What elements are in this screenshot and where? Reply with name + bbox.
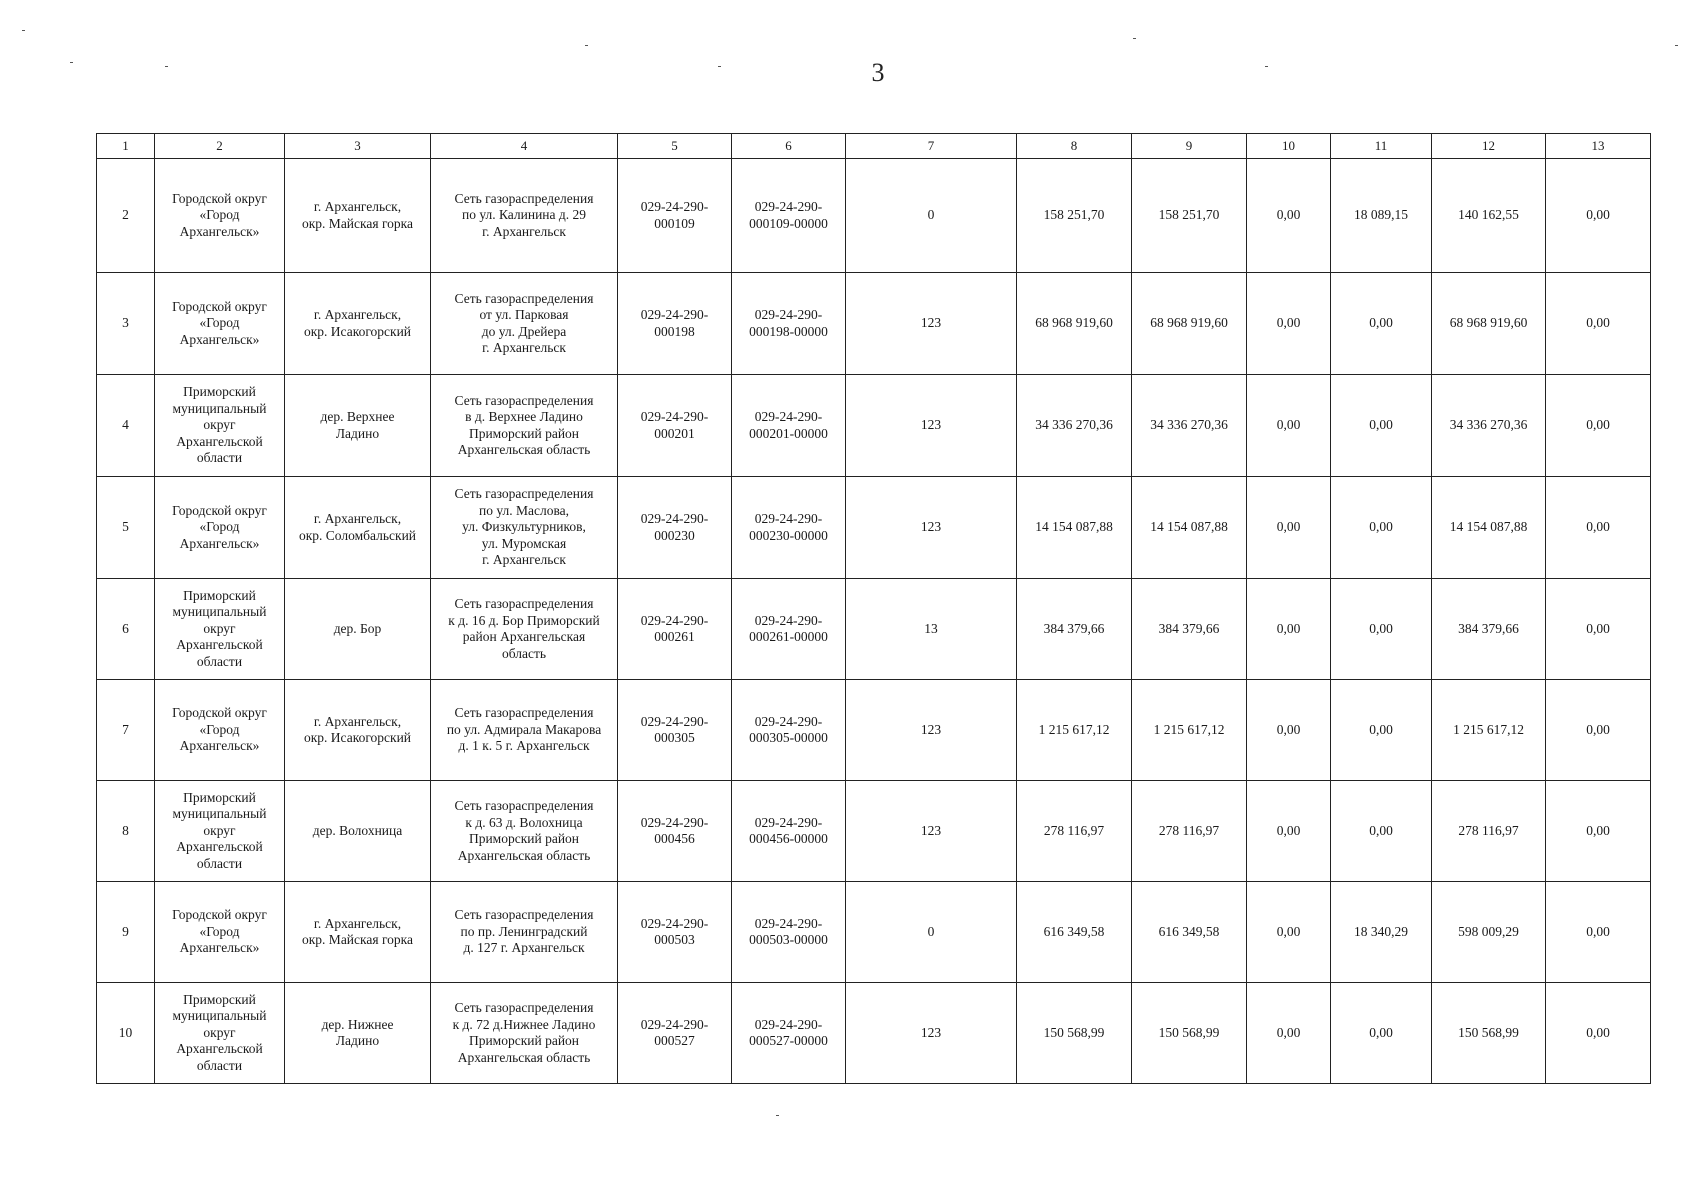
object-name-cell — [431, 781, 618, 882]
cell-line: 000456 — [654, 831, 695, 846]
column-number-header: 11 — [1331, 134, 1432, 159]
table-row — [97, 579, 1651, 680]
cell-line: области — [196, 450, 243, 466]
table-row — [97, 680, 1651, 781]
cell-line: Архангельская область — [457, 1049, 591, 1065]
amount-cell: 0,00 — [1247, 273, 1331, 375]
cell-line: Приморский район — [468, 425, 580, 441]
column-number-header: 8 — [1017, 134, 1132, 159]
amount-cell: 34 336 270,36 — [1132, 375, 1247, 477]
cell-line: к д. 72 д.Нижнее Ладино — [452, 1016, 596, 1032]
amount-cell: 278 116,97 — [1132, 781, 1247, 882]
amount-cell: 0,00 — [1247, 477, 1331, 579]
column-number-header: 5 — [618, 134, 732, 159]
object-name-cell — [431, 273, 618, 375]
cell-line: области — [196, 1057, 243, 1073]
cell-line: муниципальный — [172, 806, 267, 822]
amount-cell: 0,00 — [1546, 159, 1651, 273]
object-code-cell — [732, 680, 846, 781]
cell-line: 000201-00000 — [749, 425, 828, 441]
amount-cell: 150 568,99 — [1132, 983, 1247, 1084]
object-name-cell — [431, 159, 618, 273]
locality-cell — [285, 882, 431, 983]
column-number-row — [97, 134, 1651, 159]
registry-table-wrap — [96, 133, 1650, 1084]
code-cell: 123 — [846, 477, 1017, 579]
object-name-cell — [431, 477, 618, 579]
registry-number-cell — [618, 983, 732, 1084]
cell-line: 029-24-290- — [754, 307, 823, 322]
registry-number-cell — [618, 579, 732, 680]
amount-cell: 0,00 — [1331, 680, 1432, 781]
cell-line: 029-24-290- — [754, 199, 823, 214]
locality-cell — [285, 159, 431, 273]
amount-cell: 14 154 087,88 — [1432, 477, 1546, 579]
amount-cell: 0,00 — [1331, 273, 1432, 375]
cell-line: 000305-00000 — [749, 730, 828, 745]
cell-line: Ладино — [335, 425, 380, 441]
amount-cell: 0,00 — [1247, 579, 1331, 680]
cell-line: 029-24-290- — [640, 199, 709, 214]
amount-cell: 34 336 270,36 — [1017, 375, 1132, 477]
amount-cell: 18 089,15 — [1331, 159, 1432, 273]
cell-line: район Архангельская — [462, 629, 586, 644]
amount-cell: 278 116,97 — [1432, 781, 1546, 882]
cell-line: окр. Исакогорский — [303, 730, 412, 745]
cell-line: Архангельской — [176, 637, 263, 653]
registry-number-cell — [618, 375, 732, 477]
cell-line: 029-24-290- — [640, 814, 709, 830]
object-code-cell — [732, 781, 846, 882]
table-row — [97, 375, 1651, 477]
municipality-cell — [155, 159, 285, 273]
registry-number-cell — [618, 159, 732, 273]
locality-cell — [285, 375, 431, 477]
column-number-header: 6 — [732, 134, 846, 159]
cell-line: 000201 — [654, 425, 695, 441]
amount-cell: 384 379,66 — [1132, 579, 1247, 680]
cell-line: 029-24-290- — [754, 511, 823, 526]
amount-cell: 0,00 — [1331, 579, 1432, 680]
code-cell: 123 — [846, 983, 1017, 1084]
cell-line: Сеть газораспределения — [454, 1000, 594, 1015]
cell-line: округ — [203, 1024, 236, 1040]
table-body — [97, 159, 1651, 1084]
cell-line: 029-24-290- — [754, 915, 823, 931]
cell-line: г. Архангельск, — [313, 307, 402, 322]
cell-line: округ — [203, 620, 236, 636]
cell-line: окр. Соломбальский — [298, 527, 417, 543]
cell-line: Сеть газораспределения — [454, 705, 594, 721]
row-number-cell: 10 — [97, 983, 155, 1084]
cell-line: 029-24-290- — [754, 409, 823, 424]
cell-line: г. Архангельск — [482, 552, 566, 568]
cell-line: Сеть газораспределения — [454, 596, 594, 611]
scan-speck — [1675, 45, 1678, 46]
cell-line: Сеть газораспределения — [454, 907, 594, 923]
cell-line: Сеть газораспределения — [454, 392, 594, 408]
cell-line: 029-24-290- — [640, 1016, 709, 1032]
cell-line: Архангельской — [176, 839, 263, 855]
amount-cell: 0,00 — [1247, 882, 1331, 983]
cell-line: по ул. Маслова, — [478, 502, 570, 518]
cell-line: к д. 63 д. Волохница — [465, 814, 583, 830]
cell-line: дер. Бор — [333, 620, 382, 636]
amount-cell: 598 009,29 — [1432, 882, 1546, 983]
cell-line: по ул. Адмирала Макарова — [446, 721, 602, 737]
amount-cell: 0,00 — [1247, 680, 1331, 781]
cell-line: г. Архангельск, — [313, 199, 402, 214]
amount-cell: 0,00 — [1331, 477, 1432, 579]
table-row — [97, 477, 1651, 579]
cell-line: муниципальный — [172, 400, 267, 416]
column-number-header: 4 — [431, 134, 618, 159]
cell-line: муниципальный — [172, 1008, 267, 1024]
municipality-cell — [155, 273, 285, 375]
cell-line: Городской округ — [172, 298, 267, 314]
amount-cell: 68 968 919,60 — [1132, 273, 1247, 375]
code-cell: 123 — [846, 781, 1017, 882]
cell-line: 000305 — [654, 730, 695, 745]
cell-line: Приморский — [183, 789, 256, 805]
object-name-cell — [431, 375, 618, 477]
cell-line: Приморский — [183, 587, 256, 603]
amount-cell: 68 968 919,60 — [1017, 273, 1132, 375]
cell-line: Архангельск» — [179, 223, 260, 239]
cell-line: 029-24-290- — [640, 511, 709, 526]
cell-line: 000527-00000 — [749, 1033, 828, 1048]
object-name-cell — [431, 983, 618, 1084]
municipality-cell — [155, 680, 285, 781]
cell-line: муниципальный — [172, 604, 267, 620]
object-code-cell — [732, 882, 846, 983]
row-number-cell: 7 — [97, 680, 155, 781]
amount-cell: 0,00 — [1546, 983, 1651, 1084]
column-number-header: 3 — [285, 134, 431, 159]
object-code-cell — [732, 273, 846, 375]
row-number-cell: 5 — [97, 477, 155, 579]
amount-cell: 0,00 — [1247, 159, 1331, 273]
amount-cell: 616 349,58 — [1017, 882, 1132, 983]
cell-line: Сеть газораспределения — [454, 190, 594, 206]
amount-cell: 0,00 — [1331, 375, 1432, 477]
object-code-cell — [732, 983, 846, 1084]
cell-line: 000527 — [654, 1033, 695, 1048]
scan-speck — [22, 30, 25, 31]
row-number-cell: 4 — [97, 375, 155, 477]
cell-line: Городской округ — [172, 907, 267, 923]
municipality-cell — [155, 477, 285, 579]
table-row — [97, 983, 1651, 1084]
cell-line: Архангельск» — [179, 940, 260, 956]
cell-line: области — [196, 855, 243, 871]
municipality-cell — [155, 579, 285, 680]
cell-line: Архангельск» — [179, 331, 260, 347]
cell-line: 000198-00000 — [749, 323, 828, 339]
cell-line: «Город — [199, 923, 240, 939]
amount-cell: 68 968 919,60 — [1432, 273, 1546, 375]
cell-line: «Город — [199, 207, 240, 223]
cell-line: по пр. Ленинградский — [460, 923, 588, 939]
scan-speck — [1265, 66, 1268, 67]
scan-speck — [718, 66, 721, 67]
cell-line: 029-24-290- — [754, 1016, 823, 1032]
cell-line: 000230 — [654, 527, 695, 543]
object-code-cell — [732, 159, 846, 273]
amount-cell: 1 215 617,12 — [1017, 680, 1132, 781]
object-code-cell — [732, 579, 846, 680]
amount-cell: 1 215 617,12 — [1132, 680, 1247, 781]
column-number-header: 7 — [846, 134, 1017, 159]
cell-line: к д. 16 д. Бор Приморский — [448, 612, 600, 628]
cell-line: 000503 — [654, 932, 695, 947]
cell-line: 000230-00000 — [749, 527, 828, 543]
cell-line: «Город — [199, 315, 240, 331]
cell-line: г. Архангельск — [482, 223, 566, 239]
column-number-header: 1 — [97, 134, 155, 159]
table-row — [97, 882, 1651, 983]
code-cell: 13 — [846, 579, 1017, 680]
cell-line: по ул. Калинина д. 29 — [461, 207, 587, 223]
amount-cell: 0,00 — [1546, 680, 1651, 781]
cell-line: г. Архангельск, — [313, 511, 402, 526]
cell-line: 029-24-290- — [640, 307, 709, 322]
row-number-cell: 9 — [97, 882, 155, 983]
cell-line: округ — [203, 822, 236, 838]
amount-cell: 0,00 — [1546, 579, 1651, 680]
amount-cell: 0,00 — [1331, 781, 1432, 882]
registry-table — [96, 133, 1651, 1084]
amount-cell: 140 162,55 — [1432, 159, 1546, 273]
cell-line: Архангельской — [176, 433, 263, 449]
cell-line: Сеть газораспределения — [454, 486, 594, 502]
cell-line: Приморский район — [468, 1033, 580, 1048]
cell-line: 000109-00000 — [749, 215, 828, 231]
municipality-cell — [155, 781, 285, 882]
scan-speck — [165, 66, 168, 67]
table-row — [97, 273, 1651, 375]
code-cell: 123 — [846, 273, 1017, 375]
row-number-cell: 6 — [97, 579, 155, 680]
municipality-cell — [155, 983, 285, 1084]
registry-number-cell — [618, 273, 732, 375]
cell-line: окр. Майская горка — [302, 932, 413, 947]
cell-line: Архангельск» — [179, 738, 260, 754]
cell-line: 029-24-290- — [640, 409, 709, 424]
cell-line: 000261-00000 — [749, 629, 828, 644]
cell-line: Архангельской — [176, 1041, 263, 1057]
amount-cell: 278 116,97 — [1017, 781, 1132, 882]
cell-line: Приморский — [183, 384, 256, 400]
cell-line: 000109 — [654, 215, 695, 231]
row-number-cell: 8 — [97, 781, 155, 882]
cell-line: «Город — [199, 519, 240, 535]
cell-line: ул. Физкультурников, — [462, 519, 586, 535]
registry-number-cell — [618, 781, 732, 882]
amount-cell: 0,00 — [1247, 781, 1331, 882]
amount-cell: 0,00 — [1247, 375, 1331, 477]
cell-line: дер. Верхнее — [320, 409, 395, 424]
scan-speck — [1133, 38, 1136, 39]
amount-cell: 0,00 — [1546, 477, 1651, 579]
cell-line: Архангельск» — [179, 535, 260, 551]
cell-line: Сеть газораспределения — [454, 290, 594, 306]
cell-line: 029-24-290- — [754, 713, 823, 729]
municipality-cell — [155, 882, 285, 983]
cell-line: Приморский — [183, 991, 256, 1007]
scan-speck — [585, 45, 588, 46]
object-name-cell — [431, 579, 618, 680]
column-number-header: 10 — [1247, 134, 1331, 159]
locality-cell — [285, 680, 431, 781]
code-cell: 0 — [846, 159, 1017, 273]
cell-line: Городской округ — [172, 190, 267, 206]
amount-cell: 384 379,66 — [1017, 579, 1132, 680]
amount-cell: 0,00 — [1546, 781, 1651, 882]
cell-line: Архангельская область — [457, 847, 591, 863]
cell-line: дер. Нижнее — [321, 1016, 394, 1032]
cell-line: г. Архангельск — [482, 340, 566, 355]
scan-speck — [776, 1115, 779, 1116]
amount-cell: 18 340,29 — [1331, 882, 1432, 983]
amount-cell: 150 568,99 — [1017, 983, 1132, 1084]
column-number-header: 9 — [1132, 134, 1247, 159]
amount-cell: 0,00 — [1546, 273, 1651, 375]
cell-line: область — [501, 645, 547, 661]
registry-number-cell — [618, 680, 732, 781]
cell-line: 000503-00000 — [749, 932, 828, 947]
amount-cell: 158 251,70 — [1017, 159, 1132, 273]
amount-cell: 0,00 — [1546, 375, 1651, 477]
code-cell: 123 — [846, 375, 1017, 477]
cell-line: от ул. Парковая — [479, 307, 569, 322]
registry-number-cell — [618, 882, 732, 983]
amount-cell: 616 349,58 — [1132, 882, 1247, 983]
cell-line: ул. Муромская — [481, 535, 567, 551]
cell-line: 029-24-290- — [640, 713, 709, 729]
cell-line: Приморский район — [468, 831, 580, 846]
cell-line: 029-24-290- — [754, 612, 823, 628]
column-number-header: 2 — [155, 134, 285, 159]
code-cell: 123 — [846, 680, 1017, 781]
cell-line: дер. Волохница — [312, 822, 403, 838]
registry-number-cell — [618, 477, 732, 579]
cell-line: до ул. Дрейера — [481, 323, 567, 339]
cell-line: в д. Верхнее Ладино — [465, 409, 583, 424]
cell-line: Архангельская область — [457, 442, 591, 457]
municipality-cell — [155, 375, 285, 477]
cell-line: Городской округ — [172, 705, 267, 721]
column-number-header: 12 — [1432, 134, 1546, 159]
locality-cell — [285, 781, 431, 882]
amount-cell: 14 154 087,88 — [1017, 477, 1132, 579]
cell-line: «Город — [199, 721, 240, 737]
object-code-cell — [732, 477, 846, 579]
amount-cell: 0,00 — [1546, 882, 1651, 983]
cell-line: г. Архангельск, — [313, 915, 402, 931]
cell-line: д. 127 г. Архангельск — [463, 940, 585, 956]
cell-line: г. Архангельск, — [313, 713, 402, 729]
cell-line: 029-24-290- — [754, 814, 823, 830]
cell-line: окр. Майская горка — [302, 215, 413, 231]
column-number-header: 13 — [1546, 134, 1651, 159]
object-code-cell — [732, 375, 846, 477]
row-number-cell: 3 — [97, 273, 155, 375]
locality-cell — [285, 983, 431, 1084]
scan-speck — [70, 62, 73, 63]
cell-line: окр. Исакогорский — [303, 323, 412, 339]
cell-line: 029-24-290- — [640, 915, 709, 931]
amount-cell: 1 215 617,12 — [1432, 680, 1546, 781]
page-number: 3 — [871, 58, 885, 87]
amount-cell: 34 336 270,36 — [1432, 375, 1546, 477]
locality-cell — [285, 273, 431, 375]
cell-line: округ — [203, 417, 236, 433]
code-cell: 0 — [846, 882, 1017, 983]
amount-cell: 14 154 087,88 — [1132, 477, 1247, 579]
amount-cell: 384 379,66 — [1432, 579, 1546, 680]
cell-line: Сеть газораспределения — [454, 798, 594, 813]
cell-line: 000456-00000 — [749, 831, 828, 846]
table-row — [97, 159, 1651, 273]
amount-cell: 158 251,70 — [1132, 159, 1247, 273]
amount-cell: 0,00 — [1247, 983, 1331, 1084]
cell-line: Городской округ — [172, 502, 267, 518]
locality-cell — [285, 579, 431, 680]
object-name-cell — [431, 882, 618, 983]
cell-line: 029-24-290- — [640, 612, 709, 628]
row-number-cell: 2 — [97, 159, 155, 273]
cell-line: 000261 — [654, 629, 695, 644]
table-row — [97, 781, 1651, 882]
cell-line: области — [196, 653, 243, 669]
cell-line: д. 1 к. 5 г. Архангельск — [458, 738, 590, 754]
object-name-cell — [431, 680, 618, 781]
amount-cell: 150 568,99 — [1432, 983, 1546, 1084]
locality-cell — [285, 477, 431, 579]
amount-cell: 0,00 — [1331, 983, 1432, 1084]
cell-line: 000198 — [654, 323, 695, 339]
cell-line: Ладино — [335, 1033, 380, 1048]
